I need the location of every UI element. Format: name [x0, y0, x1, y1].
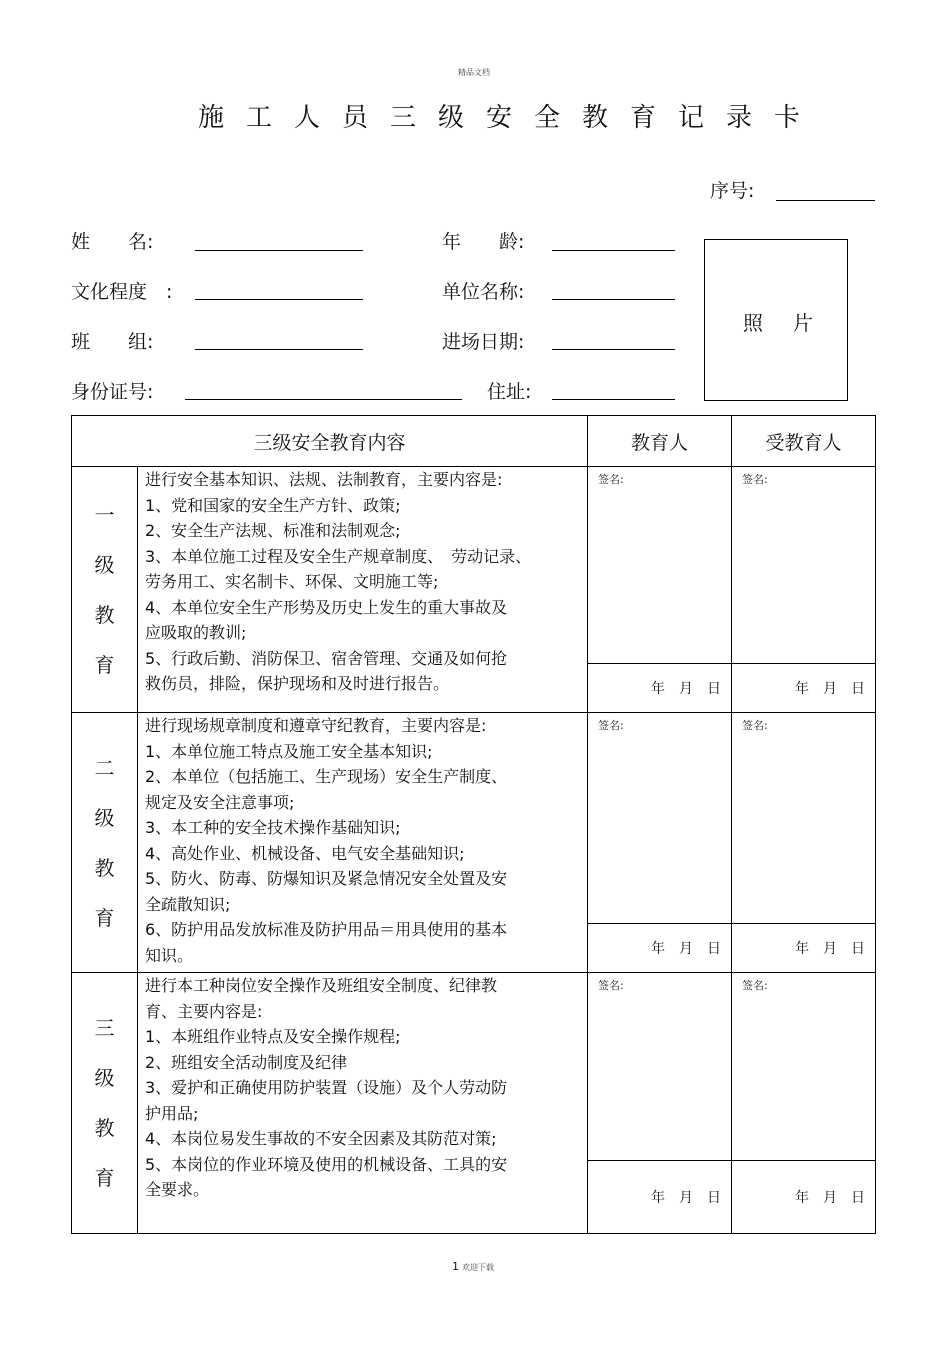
level-3-educatee-sign[interactable]: 签名:	[732, 973, 876, 1161]
team-field[interactable]	[195, 349, 363, 350]
header-content: 三级安全教育内容	[72, 416, 588, 467]
level-2-label: 二 级 教 育	[72, 713, 138, 973]
footer-note: 欢迎下载	[462, 1263, 494, 1272]
photo-box[interactable]	[704, 239, 848, 401]
level-3-educator-sign[interactable]: 签名:	[588, 973, 732, 1161]
age-field[interactable]	[552, 250, 675, 251]
unit-field[interactable]	[552, 299, 675, 300]
page-number: 1	[452, 1260, 459, 1273]
level-1-educatee-date[interactable]: 年 月 日	[732, 664, 876, 713]
level-1-content: 进行安全基本知识、法规、法制教育，主要内容是: 1、党和国家的安全生产方针、政策; 2、安全生产法规、标准和法制观念; 3、本单位施工过程及安全生产规章制度、 劳动记录、 劳务用工、实名制卡、环保、文明施工等; 4、本单位安全生产形势及历史上发生的重大事故及 应吸取的教训; 5、行政后勤、消防保卫、宿舍管理、交通及如何抢 救伤员，排险，保护现场和及时进行报告。	[138, 467, 588, 713]
level-3-educatee-date[interactable]: 年 月 日	[732, 1161, 876, 1234]
level-2-educator-date[interactable]: 年 月 日	[588, 924, 732, 973]
level-3-label: 三 级 教 育	[72, 973, 138, 1234]
level-2-content: 进行现场规章制度和遵章守纪教育，主要内容是: 1、本单位施工特点及施工安全基本知识; 2、本单位（包括施工、生产现场）安全生产制度、 规定及安全注意事项; 3、本工种的安全技术操作基础知识; 4、高处作业、机械设备、电气安全基础知识; 5、防火、防毒、防爆知识及紧急情况安全处置及安 全疏散知识; 6、防护用品发放标准及防护用品＝用具使用的基本 知识。	[138, 713, 588, 973]
serial-field[interactable]	[776, 200, 875, 201]
level-1-educator-sign[interactable]: 签名:	[588, 467, 732, 664]
header-educator: 教育人	[588, 416, 732, 467]
level-2-educatee-sign[interactable]: 签名:	[732, 713, 876, 924]
education-label: 文化程度 :	[71, 281, 173, 303]
level-1-label: 一 级 教 育	[72, 467, 138, 713]
header-note: 精品文档	[458, 68, 490, 77]
header-educatee: 受教育人	[732, 416, 876, 467]
id-number-label: 身份证号:	[71, 381, 154, 403]
team-label: 班 组:	[71, 331, 154, 353]
name-label: 姓 名:	[71, 231, 154, 253]
address-field[interactable]	[552, 399, 675, 400]
level-1-educator-date[interactable]: 年 月 日	[588, 664, 732, 713]
address-label: 住址:	[487, 381, 532, 403]
photo-label: 照片	[743, 311, 843, 335]
unit-label: 单位名称:	[442, 281, 525, 303]
name-field[interactable]	[195, 250, 363, 251]
level-2-educatee-date[interactable]: 年 月 日	[732, 924, 876, 973]
entry-date-field[interactable]	[552, 349, 675, 350]
level-2-educator-sign[interactable]: 签名:	[588, 713, 732, 924]
level-3-content: 进行本工种岗位安全操作及班组安全制度、纪律教 育、主要内容是: 1、本班组作业特点及安全操作规程; 2、班组安全活动制度及纪律 3、爱护和正确使用防护装置（设施）及个人劳动防 护用品; 4、本岗位易发生事故的不安全因素及其防范对策; 5、本岗位的作业环境及使用的机械设备、工具的安 全要求。	[138, 973, 588, 1234]
id-number-field[interactable]	[185, 399, 462, 400]
page-title: 施工人员三级安全教育记录卡	[198, 103, 823, 133]
entry-date-label: 进场日期:	[442, 331, 525, 353]
level-3-educator-date[interactable]: 年 月 日	[588, 1161, 732, 1234]
education-table	[71, 415, 876, 1234]
education-field[interactable]	[195, 299, 363, 300]
level-1-educatee-sign[interactable]: 签名:	[732, 467, 876, 664]
age-label: 年 龄:	[442, 231, 525, 253]
serial-label: 序号:	[710, 180, 755, 202]
